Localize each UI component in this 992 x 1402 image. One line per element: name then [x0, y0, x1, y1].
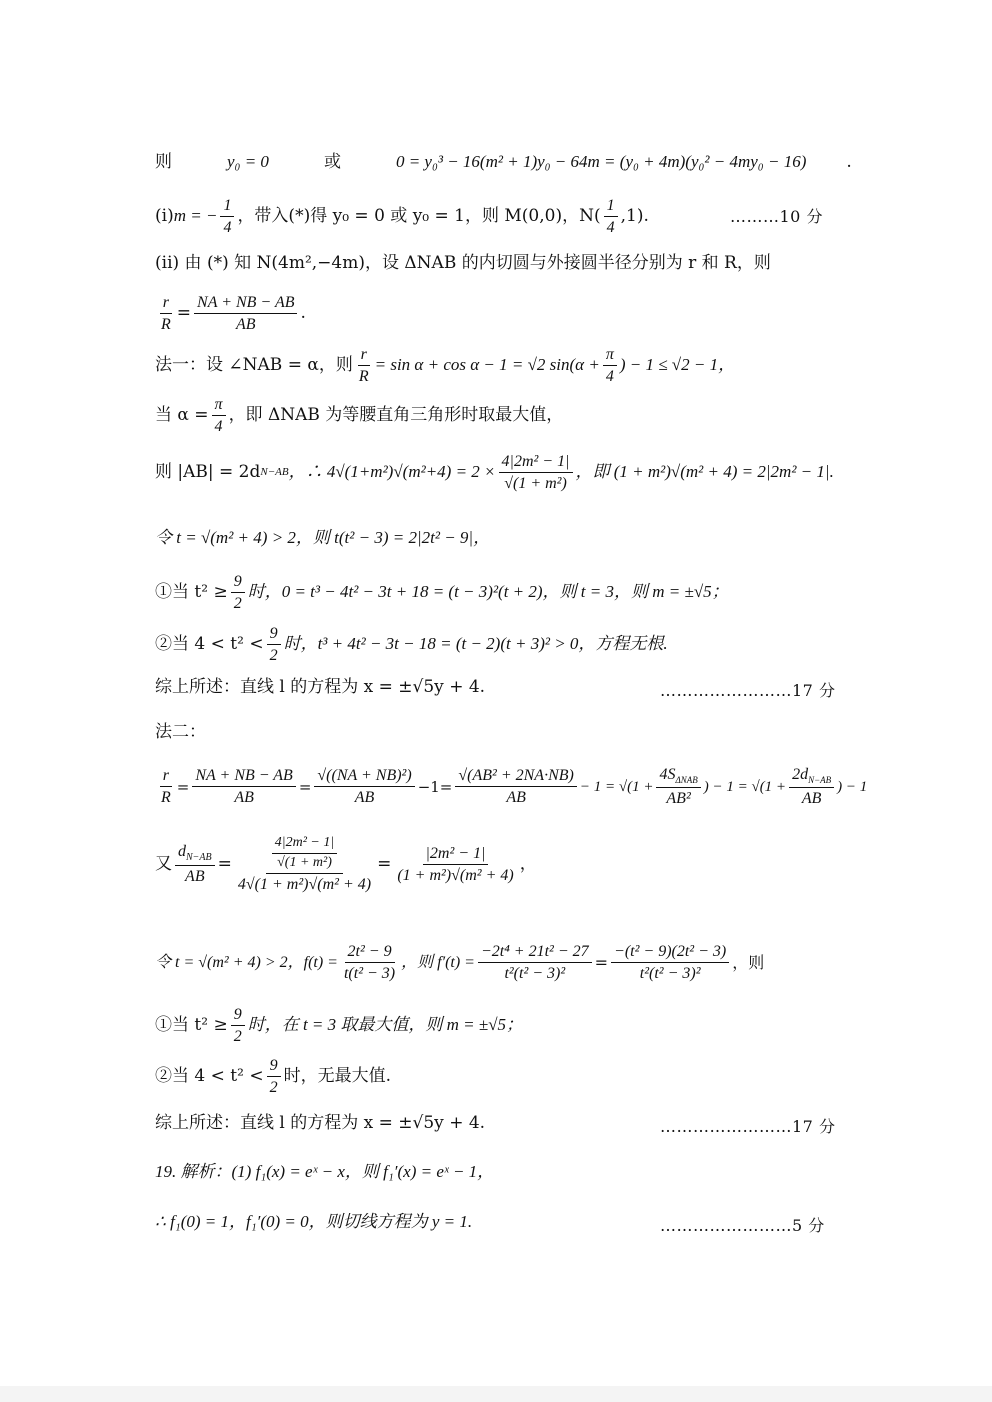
text-substitute: ，带入(*)得 y₀ = 0 或 y₀ = 1，则 M(0,0)，N( — [237, 206, 601, 227]
line-14: 又 $\frac{d_{N-AB}}{AB}$ = $\frac{\frac{\text{4|2m² − 1|}}{\text{√(1 + m²)}}}{\text{4√(1 + m²)√(m² + 4)}}$ = $\frac{\text{|2m² − 1|}}{\text{(1 + m²)√(m² + 4)}}$ ， — [155, 835, 537, 893]
eq-substitute-t: 令 t = √(m² + 4) > 2，则 t(t² − 3) = 2|2t² − 9|， — [155, 528, 491, 547]
line-15: 令 t = √(m² + 4) > 2，f(t) = $\frac{\text{2t² − 9}}{\text{t(t² − 3)}}$ ，则 f′(t) = $\frac{\text{−2t⁴ + 21t² − 27}}{\text{t²(t² − 3)²}}$ = $\frac{\text{−(t² − 9)(2t² − 3)}}{\text{t²(t² − 3)²}}$ ，则 — [155, 943, 765, 983]
text-ii: (ii) 由 (*) 知 N(4m²,−4m)，设 ΔNAB 的内切圆与外接圆半径分别为 r 和 R，则 — [155, 253, 771, 273]
text-when: 当 α = — [155, 405, 209, 426]
frac-r-over-R: $\frac{r}{R}$ — [161, 766, 171, 807]
text-isosceles: ，即 ΔNAB 为等腰直角三角形时取最大值， — [228, 405, 564, 426]
eq-step-1: − 1 = √(1 + — [579, 778, 654, 795]
line-9 — [155, 572, 892, 613]
frac-derivative-2: $\frac{\text{−(t² − 9)(2t² − 3)}}{\text{t²(t² − 3)²}}$ — [611, 942, 729, 983]
text-ab: 则 |AB| = 2d — [155, 462, 261, 483]
eq-step-3: ) − 1 — [837, 778, 868, 795]
score-5: ……………………5 分 — [660, 1216, 825, 1235]
text-ze: 则 — [155, 152, 172, 172]
case-two-result: 时，无最大值. — [283, 1066, 391, 1087]
line-19 — [155, 1162, 892, 1182]
line-5 — [155, 345, 892, 386]
frac-d-over-ab: $\frac{d_{N-AB}}{AB}$ — [175, 842, 215, 886]
eq-derivative: ，则 f′(t) = — [401, 954, 475, 972]
line-4 — [155, 293, 892, 334]
eq-therefore: ，∴ 4√(1+m²)√(m²+4) = 2 × — [288, 462, 496, 482]
sub-n-ab: N−AB — [260, 466, 289, 479]
eq-m: m = − — [173, 206, 218, 226]
case-one-head: ①当 t² ≥ — [155, 1015, 228, 1036]
frac-distance-ratio: $\frac{2d_{N-AB}}{AB}$ — [789, 765, 834, 808]
score-17-b: ……………………17 分 — [660, 1117, 836, 1136]
eq-define-f: 令 t = √(m² + 4) > 2，f(t) = — [155, 954, 338, 972]
score-17-a: ……………………17 分 — [660, 681, 836, 700]
label-i: (i) — [155, 206, 174, 227]
eq-sign: = — [176, 303, 192, 324]
frac-sqrt-sum: $\frac{\text{√((NA + NB)²)}}{AB}$ — [314, 766, 414, 807]
frac-pi-4: $\frac{\pi}{4}$ — [603, 345, 617, 386]
frac-r-over-R: $\frac{r}{R}$ — [358, 346, 369, 386]
eq-sin: = sin α + cos α − 1 = √2 sin(α + — [374, 355, 600, 375]
frac-compound: $\frac{\frac{\text{4|2m² − 1|}}{\text{√(1 + m²)}}}{\text{4√(1 + m²)√(m² + 4)}}$ — [237, 835, 372, 893]
conclusion-2: 综上所述：直线 l 的方程为 x = ±√5y + 4. — [155, 1113, 486, 1133]
case-two-head: ②当 4 < t² < — [155, 1066, 264, 1087]
case-two-head: ②当 4 < t² < — [155, 634, 264, 655]
frac-area: $\frac{4S_{\Delta NAB}}{\text{AB²}}$ — [656, 765, 700, 808]
eq-bound: ) − 1 ≤ √2 − 1， — [619, 355, 736, 375]
problem-19: 19. 解析：(1) f₁(x) = eˣ − x，则 f₁′(x) = eˣ − 1， — [155, 1162, 495, 1181]
line-7 — [155, 452, 892, 493]
frac-simplified: $\frac{\text{|2m² − 1|}}{\text{(1 + m²)√(m² + 4)}}$ — [397, 844, 514, 884]
frac-sum: $\frac{NA + NB - AB}{AB}$ — [192, 766, 295, 807]
frac-derivative-1: $\frac{\text{−2t⁴ + 21t² − 27}}{\text{t²(t² − 3)²}}$ — [478, 942, 592, 983]
eq-step-2: ) − 1 = √(1 + — [703, 778, 787, 795]
case-one-head: ①当 t² ≥ — [155, 582, 228, 603]
eq-y0: y₀ = 0 — [227, 152, 269, 171]
score-10: ………10 分 — [730, 207, 823, 226]
eq-cubic: 0 = y₀³ − 16(m² + 1)y₀ − 64m = (y₀ + 4m)(y₀² − 4my₀ − 16) — [395, 152, 807, 171]
text-huo: 或 — [323, 152, 341, 172]
frac-quarter-2: $\frac{1}{4}$ — [604, 196, 618, 237]
text-tail: ,1). — [620, 206, 649, 227]
line-13: $\frac{r}{R}$ = $\frac{NA + NB - AB}{AB}$ = $\frac{\text{√((NA + NB)²)}}{AB}$ −1= $\frac{\text{√(AB² + 2NA·NB)}}{AB}$ − 1 = √(1 + $\frac{4S_{\Delta NAB}}{\text{AB²}}$ ) − 1 = √(1 + $\frac{2d_{N-AB}}{AB}$ ) − 1 — [155, 765, 972, 808]
frac-ratio: $\frac{NA + NB - AB}{AB}$ — [194, 293, 297, 334]
frac-nine-half: $\frac{9}{2}$ — [231, 572, 245, 613]
line-12 — [155, 722, 892, 742]
line-6 — [155, 395, 892, 436]
end-dot: . — [300, 303, 306, 324]
line-16 — [155, 1005, 892, 1046]
conclusion-1: 综上所述：直线 l 的方程为 x = ±√5y + 4. — [155, 677, 486, 697]
line-3 — [155, 253, 892, 273]
page-bottom-edge — [0, 1386, 992, 1402]
frac-sqrt-product: $\frac{\text{√(AB² + 2NA·NB)}}{AB}$ — [455, 766, 576, 807]
line-17 — [155, 1056, 892, 1097]
line-10 — [155, 624, 892, 665]
frac-quarter: $\frac{1}{4}$ — [220, 196, 234, 237]
case-one-result: 时，在 t = 3 取最大值，则 m = ±√5； — [247, 1015, 524, 1035]
tangent-line: ∴ f₁(0) = 1，f₁′(0) = 0，则切线方程为 y = 1. — [155, 1212, 473, 1231]
frac-nine-half: $\frac{9}{2}$ — [231, 1005, 245, 1046]
end-dot: . — [846, 152, 852, 172]
text-ze: ，则 — [732, 953, 765, 973]
method-one-head: 法一：设 ∠NAB = α，则 — [155, 355, 353, 376]
case-one-eq: 时，0 = t³ − 4t² − 3t + 18 = (t − 3)²(t + 2)，则 t = 3，则 m = ±√5； — [247, 582, 729, 602]
frac-nine-half: $\frac{9}{2}$ — [267, 1056, 281, 1097]
comma: ， — [519, 854, 537, 875]
frac-f: $\frac{\text{2t² − 9}}{\text{t(t² − 3)}}$ — [343, 943, 396, 983]
frac-pi-4: $\frac{\pi}{4}$ — [212, 395, 226, 436]
line-1 — [155, 152, 892, 172]
frac-r-over-R: $\frac{r}{R}$ — [161, 294, 171, 334]
eq-simplified: ，即 (1 + m²)√(m² + 4) = 2|2m² − 1|. — [575, 462, 834, 482]
frac-nine-half: $\frac{9}{2}$ — [267, 624, 281, 665]
line-8 — [155, 528, 892, 548]
method-two-head: 法二： — [155, 722, 206, 742]
case-two-eq: 时，t³ + 4t² − 3t − 18 = (t − 2)(t + 3)² > 0，方程无根. — [283, 634, 668, 654]
text-you: 又 — [155, 854, 172, 875]
frac-distance: $\frac{\text{4|2m² − 1|}}{\text{√(1 + m²)}}$ — [499, 452, 573, 493]
